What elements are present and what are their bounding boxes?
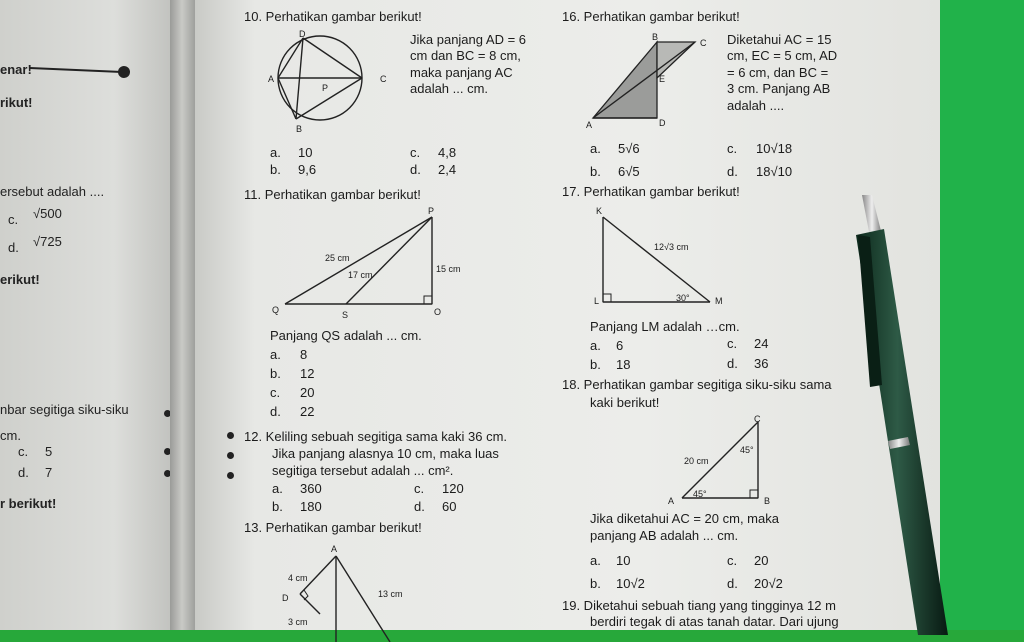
q11-length-po: 15 cm: [436, 264, 461, 274]
q10-title: 10. Perhatikan gambar berikut!: [244, 9, 422, 24]
q16-text-1: Diketahui AC = 15: [727, 32, 832, 47]
q16-option-b-value: 6√5: [618, 164, 640, 179]
q17-length-km: 12√3 cm: [654, 242, 689, 252]
q17-label-m: M: [715, 296, 723, 306]
q10-label-a: A: [268, 74, 275, 84]
left-option-c-value: √500: [33, 206, 62, 221]
binding-dot: [227, 432, 234, 439]
left-line-7: r berikut!: [0, 496, 57, 511]
q16-option-a-value: 5√6: [618, 141, 640, 156]
q16-label-e: E: [659, 74, 666, 84]
q10-option-d: d.: [410, 162, 421, 177]
left-option-c2: c.: [18, 444, 29, 459]
q12-text-3: segitiga tersebut adalah ... cm².: [272, 463, 454, 478]
q10-label-p: P: [322, 83, 329, 93]
q17-option-d-value: 36: [754, 356, 769, 371]
q16-label-d: D: [659, 118, 666, 128]
q10-label-c: C: [380, 74, 387, 84]
q10-option-b-value: 9,6: [298, 162, 317, 177]
q17-option-a: a.: [590, 338, 601, 353]
q18-text-1: Jika diketahui AC = 20 cm, maka: [590, 511, 779, 526]
q10-option-c: c.: [410, 145, 421, 160]
left-option-d2-value: 7: [45, 465, 53, 480]
q10-option-a: a.: [270, 145, 281, 160]
q12-option-d: d.: [414, 499, 425, 514]
q16-label-b: B: [652, 32, 659, 42]
q11-length-ps: 17 cm: [348, 270, 373, 280]
q18-angle-c: 45°: [740, 445, 754, 455]
left-page: [0, 0, 190, 630]
left-option-c: c.: [8, 212, 19, 227]
q17-option-b-value: 18: [616, 357, 631, 372]
q16-text-5: adalah ....: [727, 98, 785, 113]
q11-label-q: Q: [272, 305, 280, 315]
q11-length-pq: 25 cm: [325, 253, 350, 263]
q17-label-l: L: [594, 296, 600, 306]
q12-text-1: 12. Keliling sebuah segitiga sama kaki 36 cm.: [244, 429, 508, 444]
q16-option-d: d.: [727, 164, 738, 179]
q12-option-c: c.: [414, 481, 425, 496]
q16-option-b: b.: [590, 164, 601, 179]
q11-label-s: S: [342, 310, 349, 320]
q11-title: 11. Perhatikan gambar berikut!: [244, 187, 421, 202]
q10-option-d-value: 2,4: [438, 162, 457, 177]
q18-label-c: C: [754, 414, 761, 424]
q18-option-a: a.: [590, 553, 601, 568]
binding-dot: [227, 452, 234, 459]
q11-option-d-value: 22: [300, 404, 315, 419]
left-option-c2-value: 5: [45, 444, 53, 459]
q16-title: 16. Perhatikan gambar berikut!: [562, 9, 740, 24]
pen: [848, 195, 968, 635]
q17-option-a-value: 6: [616, 338, 624, 353]
q16-text-4: 3 cm. Panjang AB: [727, 81, 831, 96]
q18-title-2: kaki berikut!: [590, 395, 660, 410]
q18-label-b: B: [764, 496, 771, 506]
q11-option-c: c.: [270, 385, 281, 400]
q16-text-2: cm, EC = 5 cm, AD: [727, 48, 838, 63]
left-line-2: rikut!: [0, 95, 33, 110]
q12-option-b: b.: [272, 499, 283, 514]
left-line-6: cm.: [0, 428, 21, 443]
q18-length-ac: 20 cm: [684, 456, 709, 466]
q16-option-a: a.: [590, 141, 601, 156]
q13-label-d: D: [282, 593, 289, 603]
q18-option-b: b.: [590, 576, 601, 591]
q18-label-a: A: [668, 496, 675, 506]
q10-option-a-value: 10: [298, 145, 313, 160]
q12-option-b-value: 180: [300, 499, 322, 514]
q17-angle: 30°: [676, 293, 690, 303]
q11-option-c-value: 20: [300, 385, 315, 400]
q17-label-k: K: [596, 206, 603, 216]
q11-label-p: P: [428, 206, 435, 216]
q12-text-2: Jika panjang alasnya 10 cm, maka luas: [272, 446, 499, 461]
q12-option-c-value: 120: [442, 481, 464, 496]
q18-option-c: c.: [727, 553, 738, 568]
left-option-d2: d.: [18, 465, 29, 480]
left-pointer-line: [0, 0, 190, 80]
q17-option-b: b.: [590, 357, 601, 372]
q16-label-c: C: [700, 38, 707, 48]
q16-option-c: c.: [727, 141, 738, 156]
q17-option-d: d.: [727, 356, 738, 371]
q13-figure: [290, 552, 430, 642]
q10-text-2: cm dan BC = 8 cm,: [410, 48, 521, 63]
q11-option-a-value: 8: [300, 347, 308, 362]
q12-option-a-value: 360: [300, 481, 322, 496]
q18-option-a-value: 10: [616, 553, 631, 568]
q18-option-d-value: 20√2: [754, 576, 783, 591]
q12-option-d-value: 60: [442, 499, 457, 514]
q13-title: 13. Perhatikan gambar berikut!: [244, 520, 422, 535]
q17-option-c-value: 24: [754, 336, 769, 351]
q12-option-a: a.: [272, 481, 283, 496]
q18-title-1: 18. Perhatikan gambar segitiga siku-siku sama: [562, 377, 832, 392]
left-line-1: enar!: [0, 62, 32, 77]
left-line-4: erikut!: [0, 272, 40, 287]
q10-option-c-value: 4,8: [438, 145, 457, 160]
left-option-d: d.: [8, 240, 19, 255]
q13-length-ad: 4 cm: [288, 573, 308, 583]
q16-text-3: = 6 cm, dan BC =: [727, 65, 829, 80]
binding-dot: [227, 472, 234, 479]
q10-label-d: D: [299, 29, 306, 39]
q16-option-c-value: 10√18: [756, 141, 793, 156]
q11-option-a: a.: [270, 347, 281, 362]
q11-question: Panjang QS adalah ... cm.: [270, 328, 422, 343]
left-option-d-value: √725: [33, 234, 62, 249]
q16-option-d-value: 18√10: [756, 164, 793, 179]
q10-label-b: B: [296, 124, 303, 134]
q19-text-1: 19. Diketahui sebuah tiang yang tingginya 12 m: [562, 598, 836, 613]
q17-question: Panjang LM adalah …cm.: [590, 319, 740, 334]
q11-option-d: d.: [270, 404, 281, 419]
q11-label-o: O: [434, 307, 442, 317]
q17-title: 17. Perhatikan gambar berikut!: [562, 184, 740, 199]
q10-option-b: b.: [270, 162, 281, 177]
q13-label-a: A: [331, 544, 338, 554]
q10-text-1: Jika panjang AD = 6: [410, 32, 526, 47]
left-line-3: ersebut adalah ....: [0, 184, 105, 199]
q13-length-3: 3 cm: [288, 617, 308, 627]
q18-angle-a: 45°: [693, 489, 707, 499]
q18-option-b-value: 10√2: [616, 576, 645, 591]
q16-label-a: A: [586, 120, 593, 130]
q10-text-4: adalah ... cm.: [410, 81, 489, 96]
q17-option-c: c.: [727, 336, 738, 351]
q18-text-2: panjang AB adalah ... cm.: [590, 528, 739, 543]
q18-option-d: d.: [727, 576, 738, 591]
q11-option-b-value: 12: [300, 366, 315, 381]
q11-option-b: b.: [270, 366, 281, 381]
left-line-5: nbar segitiga siku-siku: [0, 402, 129, 417]
q18-option-c-value: 20: [754, 553, 769, 568]
q16-figure: [585, 32, 715, 132]
q13-length-ac: 13 cm: [378, 589, 403, 599]
q19-text-2: berdiri tegak di atas tanah datar. Dari ujung: [590, 614, 839, 629]
q10-text-3: maka panjang AC: [410, 65, 513, 80]
